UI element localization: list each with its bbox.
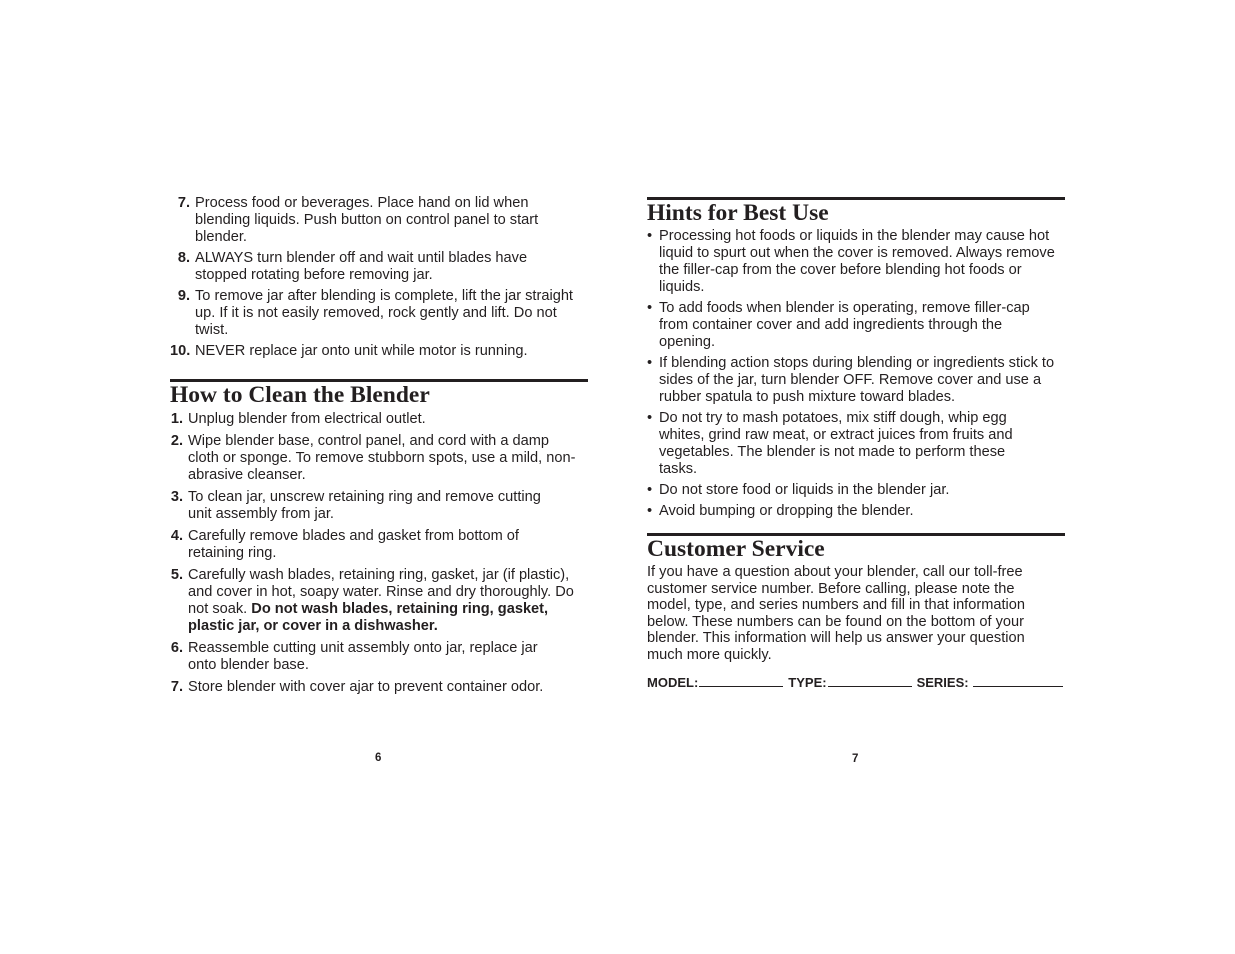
- hints-heading: Hints for Best Use: [647, 200, 829, 226]
- step-number: 2.: [170, 433, 183, 449]
- step-number: 6.: [170, 640, 183, 656]
- bullet-icon: •: [647, 482, 653, 498]
- hint-text: Do not try to mash potatoes, mix stiff dough, whip egg whites, grind raw meat, or extract juices from fruits and vegetables. The blender is not made to perform these tasks.: [659, 410, 1013, 477]
- step-text: Store blender with cover ajar to prevent container odor.: [188, 679, 544, 695]
- hint-text: Processing hot foods or liquids in the blender may cause hot liquid to spurt out when the cover is removed. Always remove the filler-cap from the cover before blending hot foods or liquids.: [659, 228, 1055, 295]
- list-item: [647, 410, 1065, 478]
- list-item: [647, 228, 1065, 296]
- bullet-icon: •: [647, 228, 653, 244]
- operating-steps-list: [170, 195, 590, 360]
- hint-text: If blending action stops during blending or ingredients stick to sides of the jar, turn blender OFF. Remove cover and use a rubber spatula to push mixture toward blades.: [659, 355, 1055, 405]
- list-item: [170, 433, 590, 484]
- step-text: Unplug blender from electrical outlet.: [188, 411, 426, 427]
- step-text: [188, 567, 590, 635]
- list-item: [170, 489, 590, 523]
- service-paragraph: If you have a question about your blender, call our toll-free customer service number. Before calling, please note the model, type, and series numbers and fill in that information below. These numbers can be found on the bottom of your blender. This information will help us answer your question much more quickly.: [647, 564, 1026, 663]
- hint-text: To add foods when blender is operating, remove filler-cap from container cover and add ingredients through the opening.: [659, 300, 1030, 350]
- list-item: [170, 679, 590, 696]
- bullet-icon: •: [647, 300, 653, 316]
- step-text: NEVER replace jar onto unit while motor is running.: [195, 343, 528, 359]
- step-number: 7.: [170, 679, 183, 695]
- service-heading: Customer Service: [647, 536, 825, 562]
- step-text: Wipe blender base, control panel, and cord with a damp cloth or sponge. To remove stubborn spots, use a mild, non-abrasive cleanser.: [188, 433, 576, 483]
- step-number: 9.: [177, 288, 190, 304]
- bullet-icon: •: [647, 355, 653, 371]
- page-number: 6: [375, 752, 382, 764]
- series-field[interactable]: [917, 674, 1063, 690]
- list-item: [170, 567, 590, 635]
- list-item: [170, 195, 590, 246]
- step-text: ALWAYS turn blender off and wait until blades have stopped rotating before removing jar.: [195, 250, 528, 283]
- step-text: Reassemble cutting unit assembly onto jar, replace jar onto blender base.: [188, 640, 538, 673]
- series-label: SERIES:: [916, 675, 969, 690]
- hints-list: [647, 228, 1065, 520]
- model-type-series-fields: [647, 674, 1065, 690]
- step-text: Carefully remove blades and gasket from bottom of retaining ring.: [188, 528, 519, 561]
- list-item: [170, 411, 590, 428]
- list-item: [170, 288, 590, 339]
- list-item: [170, 343, 590, 360]
- list-item: [647, 503, 1065, 520]
- bullet-icon: •: [647, 410, 653, 426]
- model-label: MODEL:: [647, 675, 699, 690]
- step-number: 8.: [177, 250, 190, 266]
- type-blank: [828, 674, 912, 687]
- step-text-warning: Do not wash blades, retaining ring, gasket, plastic jar, or cover in a dishwasher.: [188, 601, 549, 634]
- step-number: 3.: [170, 489, 183, 505]
- list-item: [647, 355, 1065, 406]
- step-text-regular: Carefully wash blades, retaining ring, gasket, jar (if plastic), and cover in hot, soapy water. Rinse and dry thoroughly. Do not soak.: [188, 567, 574, 617]
- series-blank: [973, 674, 1063, 687]
- list-item: [170, 640, 590, 674]
- list-item: [647, 482, 1065, 499]
- list-item: [647, 300, 1065, 351]
- type-field[interactable]: [788, 674, 911, 690]
- step-text: To clean jar, unscrew retaining ring and remove cutting unit assembly from jar.: [188, 489, 541, 522]
- clean-steps-list: [170, 411, 590, 696]
- step-number: 4.: [170, 528, 183, 544]
- step-number: 7.: [177, 195, 190, 211]
- type-label: TYPE:: [788, 675, 827, 690]
- hint-text: Do not store food or liquids in the blender jar.: [659, 482, 950, 498]
- model-blank: [699, 674, 783, 687]
- step-number: 10.: [170, 343, 191, 359]
- list-item: [170, 528, 590, 562]
- page-number: 7: [852, 753, 859, 765]
- step-text: To remove jar after blending is complete, lift the jar straight up. If it is not easily removed, rock gently and lift. Do not twist.: [195, 288, 573, 338]
- hint-text: Avoid bumping or dropping the blender.: [659, 503, 914, 519]
- step-text: Process food or beverages. Place hand on lid when blending liquids. Push button on control panel to start blender.: [195, 195, 539, 245]
- step-number: 1.: [170, 411, 183, 427]
- step-number: 5.: [170, 567, 183, 583]
- bullet-icon: •: [647, 503, 653, 519]
- clean-heading: How to Clean the Blender: [170, 382, 430, 408]
- model-field[interactable]: [647, 674, 783, 690]
- list-item: [170, 250, 590, 284]
